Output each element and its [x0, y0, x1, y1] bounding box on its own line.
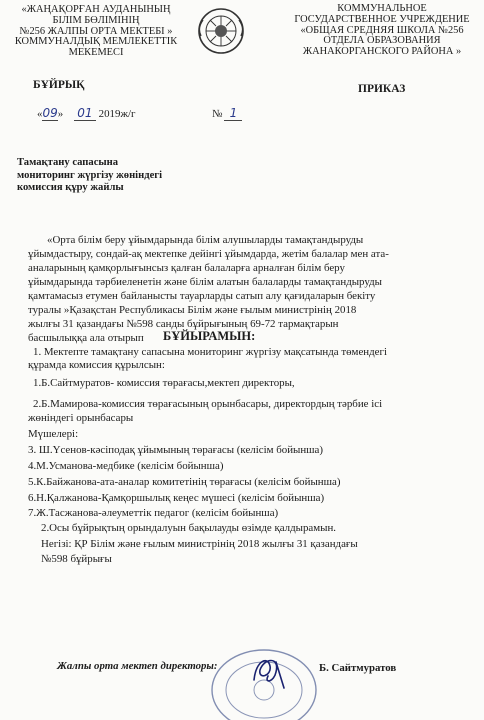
signature-title: Жалпы орта мектеп директоры: — [57, 660, 218, 672]
handwritten-signature-icon — [246, 650, 294, 694]
body-line: Мүшелері: — [28, 428, 79, 440]
number-label: № — [212, 108, 223, 120]
body-line: туралы »Қазақстан Республикасы Білім және ғылым министрінің 2018 — [28, 304, 357, 316]
header-left-line: «ЖАҢАҚОРҒАН АУДАНЫНЫҢ — [21, 4, 171, 15]
header-left-line: МЕКЕМЕСІ — [68, 47, 124, 59]
body-line: 4.М.Усманова-медбике (келісім бойынша) — [28, 460, 224, 472]
subject-line: комиссия құру жайлы — [17, 182, 124, 194]
body-line: 7.Ж.Тасжанова-әлеуметтік педагог (келісім бойынша) — [28, 507, 279, 519]
header-right-line: «ОБЩАЯ СРЕДНЯЯ ШКОЛА №256 — [300, 24, 464, 36]
header-right-line: ЖАНАКОРГАНСКОГО РАЙОНА » — [302, 46, 462, 58]
header-left-line: БІЛІМ БӨЛІМІНІҢ — [52, 14, 140, 26]
body-line: қамтамасыз етумен байланысты тауарларды сатып алу қағидаларын бекіту — [28, 290, 376, 302]
date-day: 09 — [42, 106, 58, 120]
date-year: 2019ж/г — [98, 108, 136, 120]
body-line: «Орта білім беру ұйымдарында білім алушыларды тамақтандыруды — [47, 234, 364, 246]
body-line: 6.Н.Қалжанова-Қамқоршылық кеңес мүшесі (келісім бойынша) — [28, 492, 325, 504]
body-line: құрамда комиссия құрылсын: — [28, 359, 165, 371]
decree-word: БҰЙЫРАМЫН: — [163, 329, 256, 343]
body-line: басшылыққа ала отырып — [28, 332, 144, 344]
subject-line: Тамақтану сапасына — [17, 157, 119, 168]
body-line: аналарының қамқорлығынсыз қалған балаларға арналған білім беру — [28, 262, 345, 274]
body-line: 1.Б.Сайтмуратов- комиссия төрағасы,мектеп директоры, — [33, 377, 295, 389]
body-line: жөніндегі орынбасары — [28, 412, 134, 424]
date-close-quote: » — [57, 108, 64, 120]
body-line: 2.Б.Мамирова-комиссия төрағасының орынбасары, директордың тәрбие ісі — [33, 398, 383, 410]
date-open-quote: « — [37, 108, 43, 120]
body-line: 2.Осы бұйрықтың орындалуын бақылауды өзімде қалдырамын. — [41, 522, 337, 534]
order-title-ru: ПРИКАЗ — [358, 83, 406, 95]
header-right-line: ОТДЕЛА ОБРАЗОВАНИЯ — [323, 35, 441, 47]
body-line: ұйымдастыру, сондай-ақ мектепке дейінгі ұйымдарда, жетім балалар мен ата- — [28, 248, 389, 260]
body-line: №598 бұйрығы — [41, 553, 112, 565]
subject-line: мониторинг жүргізу жөніндегі — [17, 169, 163, 181]
body-line: ұйымдарында тәрбиеленетін және білім алатын балаларды тамақтандыруды — [28, 276, 382, 288]
body-line: жылғы 31 қазандағы №598 санды бұйрығының 69-72 тармақтарын — [28, 318, 339, 330]
header-left-line: №256 ЖАЛПЫ ОРТА МЕКТЕБІ » — [19, 25, 173, 37]
signature-name: Б. Сайтмуратов — [319, 662, 397, 674]
header-left-line: КОММУНАЛДЫҚ МЕМЛЕКЕТТІК — [14, 36, 178, 48]
header-right-line: КОММУНАЛЬНОЕ — [337, 3, 427, 14]
date-month: 01 — [74, 107, 96, 121]
header-right-line: ГОСУДАРСТВЕННОЕ УЧРЕЖДЕНИЕ — [294, 13, 470, 25]
body-line: Негізі: ҚР Білім және ғылым министрінің 2018 жылғы 31 қазандағы — [41, 538, 358, 550]
order-title-kz: БҰЙРЫҚ — [33, 79, 85, 91]
body-line: 1. Мектепте тамақтану сапасына мониторинг жүргізу мақсатында төмендегі — [33, 346, 387, 358]
number-value: 1 — [224, 107, 242, 121]
body-line: 5.К.Байжанова-ата-аналар комитетінің төрағасы (келісім бойынша) — [28, 476, 341, 488]
body-line: 3. Ш.Үсенов-кәсіподақ ұйымының төрағасы (келісім бойынша) — [28, 444, 324, 456]
